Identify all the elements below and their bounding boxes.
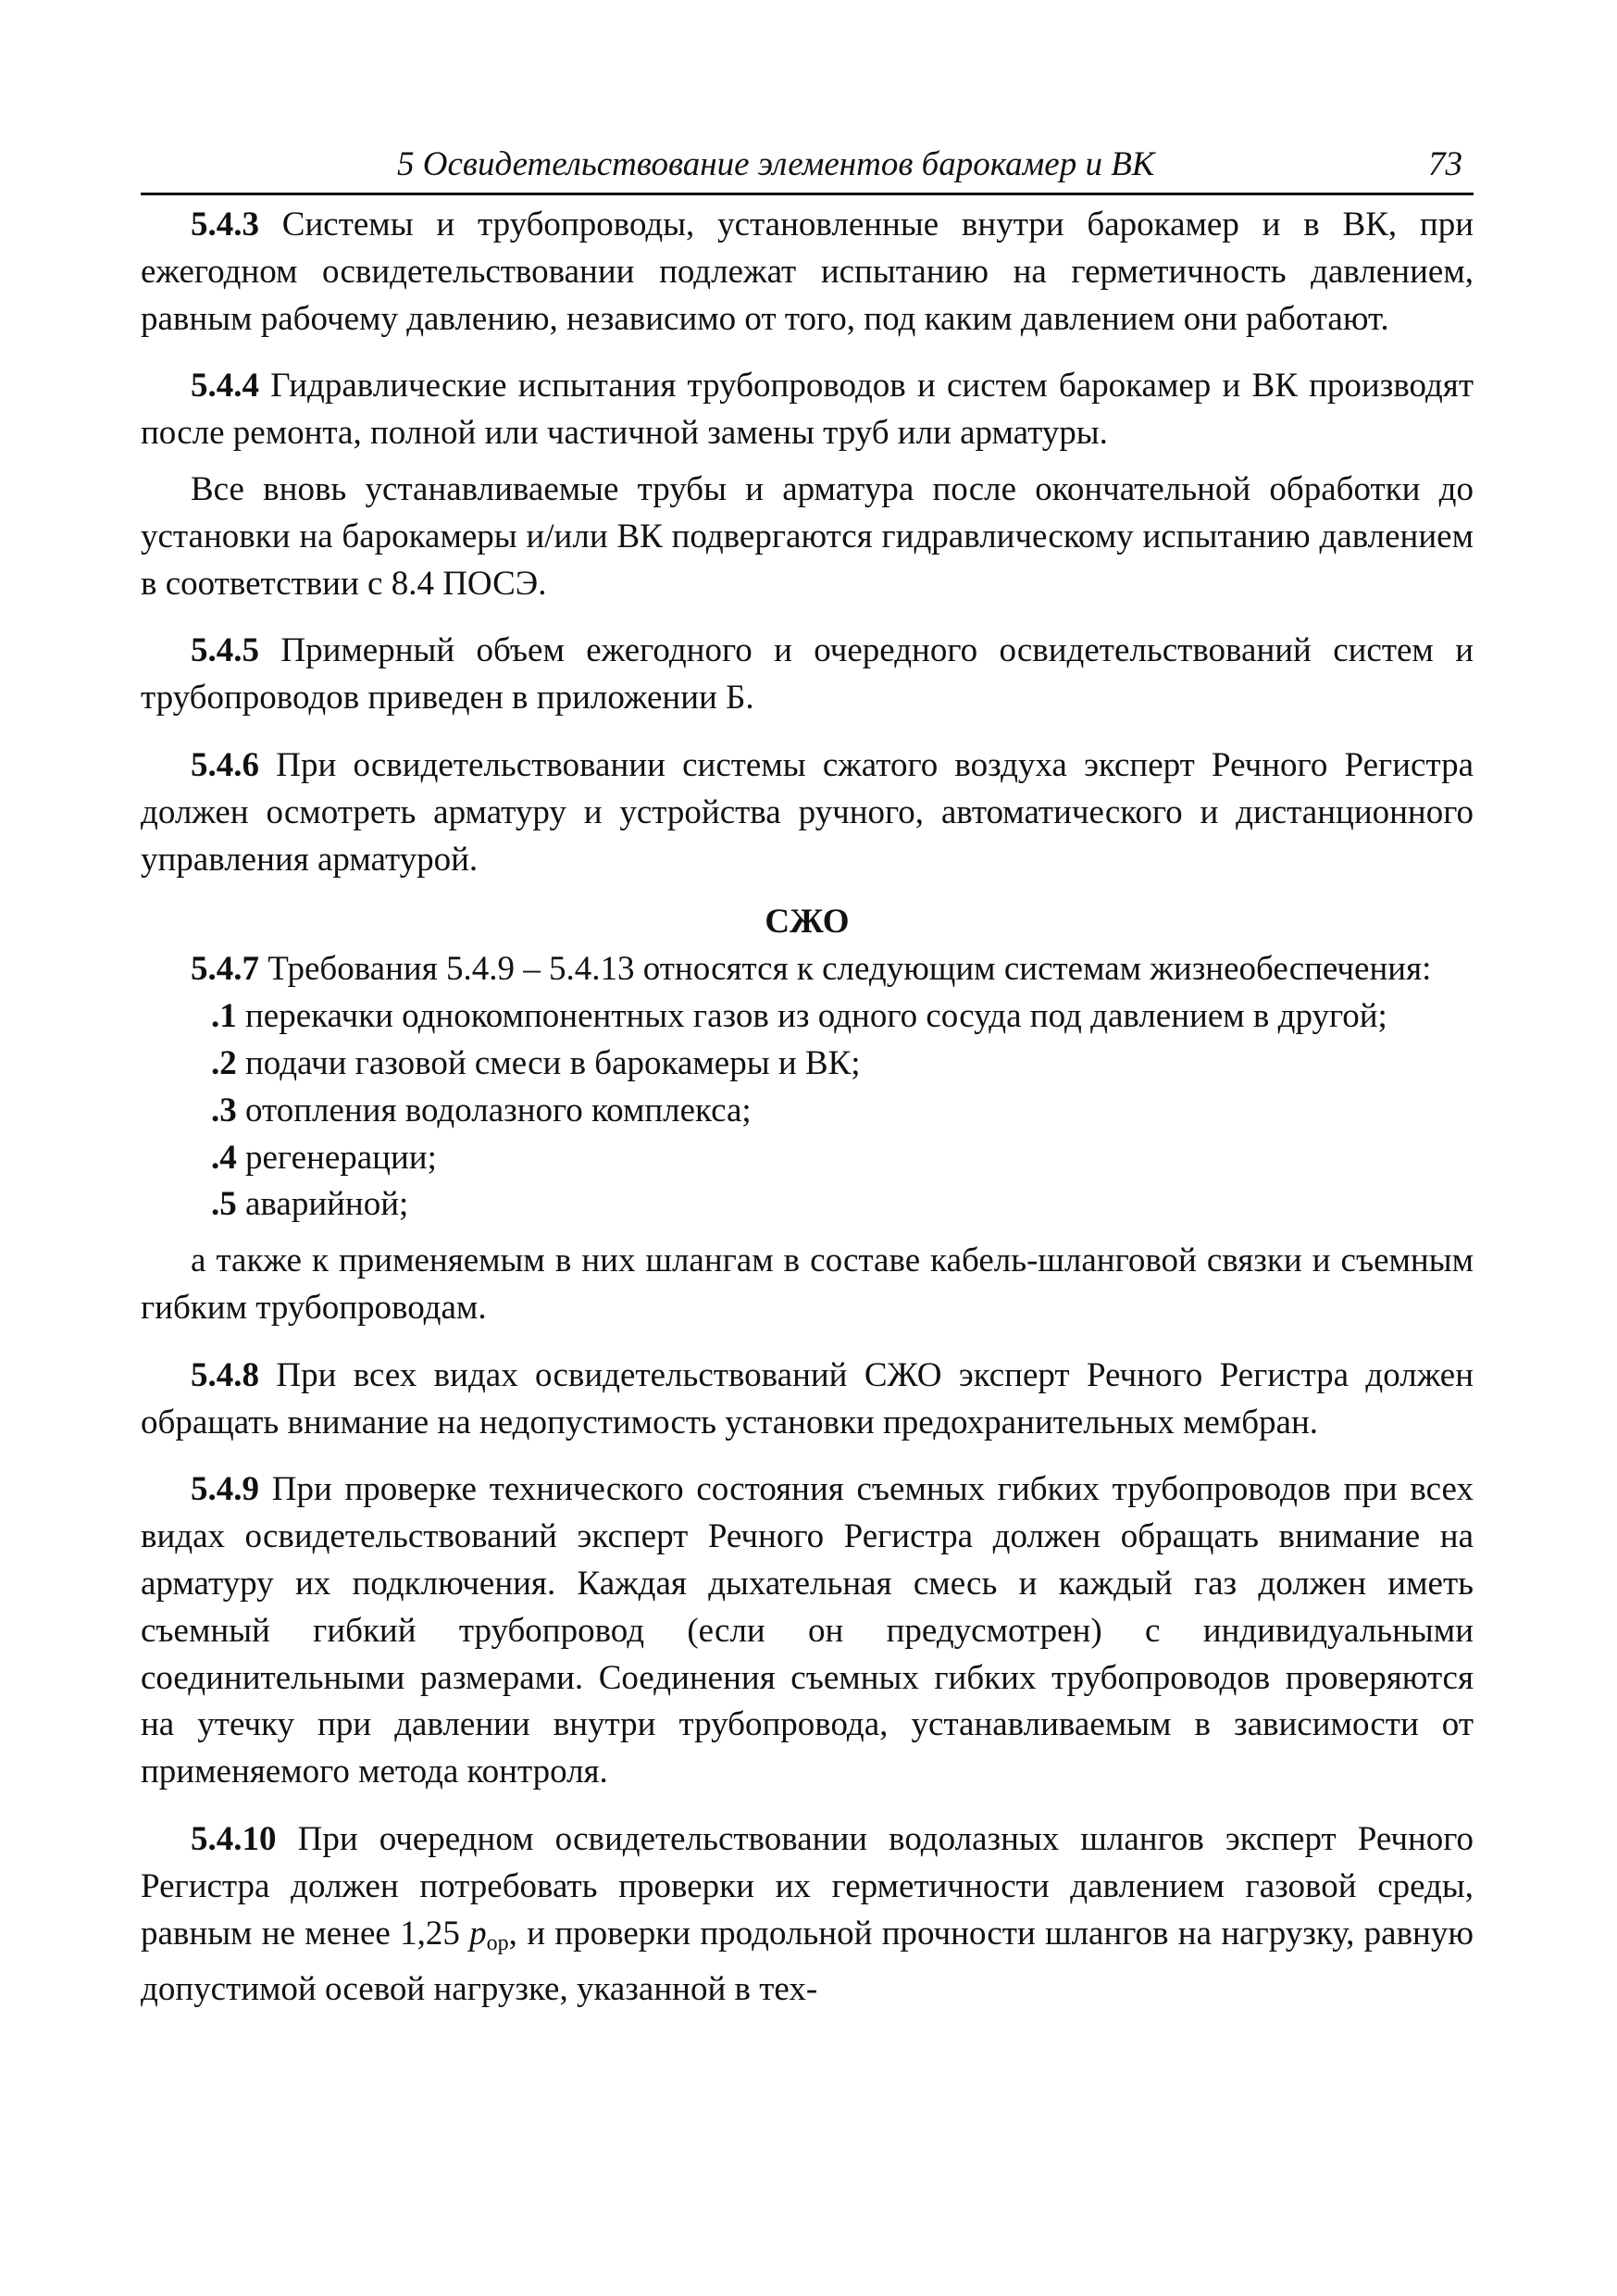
item-number: .5	[211, 1185, 237, 1224]
clause-text: Требования 5.4.9 – 5.4.13 относятся к следующим системам жизнеобеспечения:	[259, 950, 1432, 989]
clause-number: 5.4.7	[191, 950, 259, 989]
item-text: аварийной;	[236, 1185, 409, 1224]
clause-number: 5.4.8	[191, 1355, 259, 1394]
list-item	[141, 1088, 1474, 1135]
item-number: .3	[211, 1091, 237, 1129]
page-number: 73	[1428, 145, 1462, 183]
clause-text: При проверке технического состояния съемных гибких трубопроводов при всех видах освидетельствований эксперт Речного Регистра должен обращать внимание на арматуру их подключения. Каждая дыхательная смесь и каждый газ должен иметь съемный гибкий трубопровод (если он предусмотрен) с индивидуальными соединительными размерами. Соединения съемных гибких трубопроводов проверяются на утечку при давлении внутри трубопровода, устанавливаемым в зависимости от применяемого метода контроля.	[141, 1470, 1474, 1791]
list-item	[141, 1181, 1474, 1229]
item-text: перекачки однокомпонентных газов из одного сосуда под давлением в другой;	[236, 997, 1387, 1036]
clause-text: Гидравлические испытания трубопроводов и систем барокамер и ВК производят после ремонта, полной или частичной замены труб или арматуры.	[141, 367, 1474, 453]
item-number: .4	[211, 1138, 237, 1177]
clause-5-4-7	[141, 946, 1474, 993]
clause-number: 5.4.10	[191, 1819, 277, 1858]
list-item	[141, 1041, 1474, 1088]
item-number: .1	[211, 997, 237, 1036]
section-heading: СЖО	[765, 903, 850, 942]
clause-number: 5.4.3	[191, 206, 259, 243]
clause-5-4-3	[141, 202, 1474, 343]
pressure-symbol	[469, 1915, 509, 1953]
item-text: отопления водолазного комплекса;	[236, 1091, 752, 1129]
item-text: подачи газовой смеси в барокамеры и ВК;	[236, 1043, 861, 1082]
clause-5-4-7-tail: а также к применяемым в них шлангам в составе кабель-шланговой связки и съемным гибким трубопроводам.	[141, 1242, 1474, 1327]
pressure-subscript: ор	[486, 1930, 509, 1955]
header-title: 5 Освидетельствование элементов барокамер и ВК	[397, 145, 1155, 183]
clause-5-4-4-paragraph-2: Все вновь устанавливаемые трубы и арматура после окончательной обработки до установки на барокамеры и/или ВК подвергаются гидравлическому испытанию давлением в соответствии с 8.4 ПОСЭ.	[141, 469, 1474, 603]
clause-text: При всех видах освидетельствований СЖО эксперт Речного Регистра должен обращать внимание на недопустимость установки предохранительных мембран.	[141, 1355, 1474, 1441]
clause-5-4-4	[141, 363, 1474, 457]
clause-text: При освидетельствовании системы сжатого воздуха эксперт Речного Регистра должен осмотреть арматуру и устройства ручного, автоматического и дистанционного управления арматурой.	[141, 745, 1474, 879]
clause-5-4-9	[141, 1466, 1474, 1796]
clause-5-4-10	[141, 1816, 1474, 2014]
clause-number: 5.4.5	[191, 631, 259, 670]
clause-text: При очередном освидетельствовании водолазных шлангов эксперт Речного Регистра должен потребовать проверки их герметичности давлением газовой среды, равным не менее 1,25	[141, 1819, 1474, 1953]
page-body	[141, 202, 1474, 2014]
clause-5-4-8	[141, 1353, 1474, 1447]
running-header	[141, 139, 1474, 195]
list-item	[141, 993, 1474, 1041]
pressure-variable: p	[469, 1914, 487, 1953]
clause-number: 5.4.6	[191, 745, 259, 784]
item-text: регенерации;	[236, 1138, 437, 1177]
item-number: .2	[211, 1043, 237, 1082]
clause-text-continued: , и проверки продольной прочности шлангов на нагрузку, равную допустимой осевой нагрузке, указанной в тех-	[141, 1914, 1474, 2009]
clause-text: Системы и трубопроводы, установленные внутри барокамер и в ВК, при ежегодном освидетельствовании подлежат испытанию на герметичность давлением, равным рабочему давлению, независимо от того, под каким давлением они работают.	[141, 206, 1474, 338]
clause-5-4-6	[141, 742, 1474, 883]
list-item	[141, 1135, 1474, 1182]
clause-number: 5.4.4	[191, 367, 259, 406]
clause-text: Примерный объем ежегодного и очередного освидетельствований систем и трубопроводов приведен в приложении Б.	[141, 631, 1474, 718]
clause-5-4-5	[141, 628, 1474, 722]
clause-number: 5.4.9	[191, 1470, 259, 1509]
